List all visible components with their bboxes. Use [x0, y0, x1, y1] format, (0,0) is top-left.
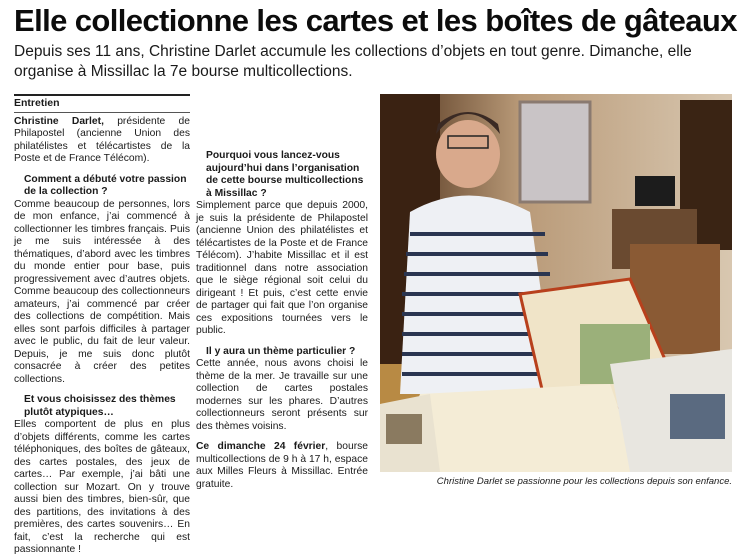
answer-1: Comme beaucoup de personnes, lors de mon enfance, j’ai commencé à collectionner les timbres français. Puis je me suis intéressée à des thématiques, d’abord avec les timbres du monde entier pour base, puis progressivement avec d’autres objets. Comme beaucoup des collectionneurs amateurs, j’ai commencé par créer des collections de compétition. Mais elles sont parfois difficiles à partager avec le public, du fait de leur valeur. Depuis, je me suis donc plutôt consacrée à créer des petites collections.	[14, 198, 190, 385]
event-info	[196, 441, 368, 491]
section-kicker: Entretien	[14, 97, 190, 113]
intro-text: présidente de Philapostel (ancienne Union des philatélistes et télécartistes de la Poste et de France Télécom).	[14, 115, 190, 164]
interviewee-name: Christine Darlet,	[14, 115, 104, 127]
photo-illustration	[380, 94, 732, 472]
event-details: , bourse multicollections de 9 h à 17 h, espace aux Milles Fleurs à Missillac. Entrée gratuite.	[196, 441, 368, 490]
event-date: Ce dimanche 24 février	[196, 441, 326, 452]
answer-2: Elles comportent de plus en plus d’objets différents, comme les cartes téléphoniques, des boîtes de gâteaux, des cartes postales, des jeux de cartes… Par exemple, j’ai bâti une collection sur Mozart. On y trouve aussi bien des timbres, bien-sûr, que des partitions, des invitations à des premières, des cartes souvenirs… En fait, c’est la recherche qui est passionnante !	[14, 419, 190, 555]
question-2: Et vous choisissez des thèmes plutôt atypiques…	[24, 394, 176, 418]
question-4: Il y aura un thème particulier ?	[206, 345, 356, 357]
article-column-1	[14, 94, 190, 557]
photo-christine-darlet	[380, 94, 732, 472]
photo-caption: Christine Darlet se passionne pour les collections depuis son enfance.	[436, 476, 732, 487]
question-3: Pourquoi vous lancez-vous aujourd’hui dans l’organisation de cette bourse multicollections à Missillac ?	[206, 150, 364, 199]
headline: Elle collectionne les cartes et les boîtes de gâteaux	[14, 3, 737, 38]
intro-paragraph	[14, 116, 190, 166]
answer-4: Cette année, nous avons choisi le thème de la mer. Je travaille sur une collection de cartes postales modernes sur les phares. D’autres collectionneurs seront présents sur des thèmes voisins.	[196, 358, 368, 432]
article-column-2	[196, 94, 368, 491]
standfirst: Depuis ses 11 ans, Christine Darlet accumule les collections d’objets en tout genre. Dimanche, elle organise à Missillac la 7e bourse multicollections.	[14, 43, 692, 80]
answer-3: Simplement parce que depuis 2000, je suis la présidente de Philapostel (ancienne Union des philatélistes et télécartistes de la Poste et de France Télécom). J’habite Missillac et il est traditionnel dans notre association que le siège régional soit celui du dirigeant ! Et puis, c’est cette envie de partager qui fait que l’on organise ces expositions tournées vers le public.	[196, 200, 368, 336]
question-1: Comment a débuté votre passion de la collection ?	[24, 173, 187, 197]
